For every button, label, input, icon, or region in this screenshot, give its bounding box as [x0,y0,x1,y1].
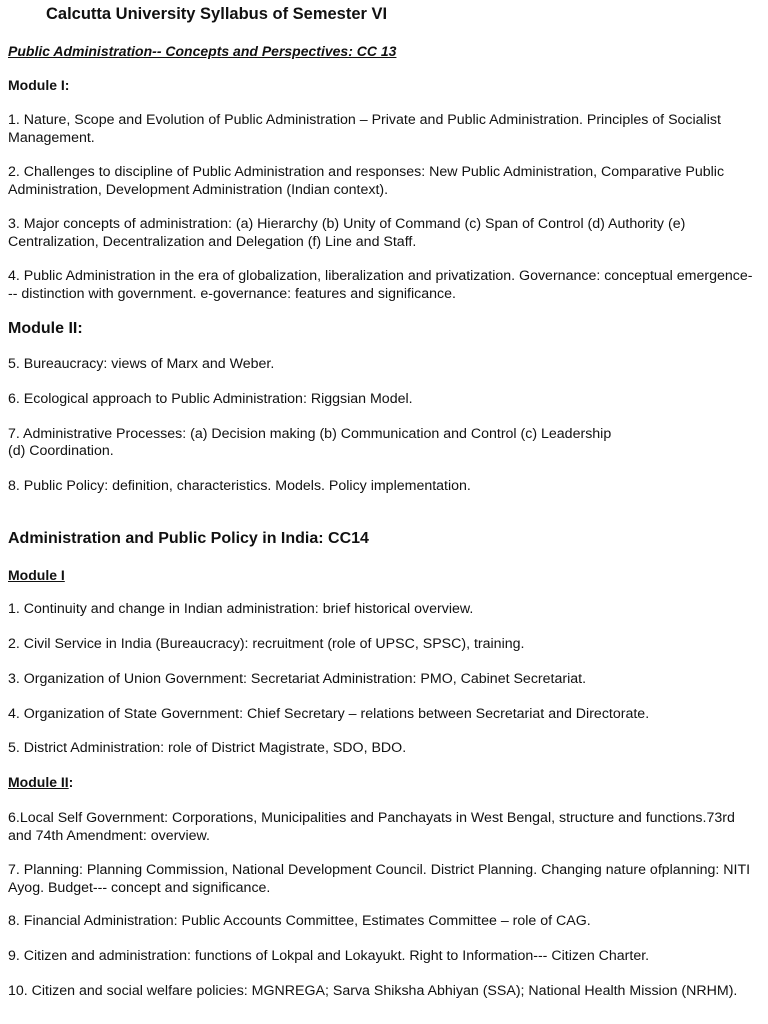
course-heading-cc13: Public Administration-- Concepts and Perspectives: CC 13 [8,43,397,59]
list-item: 1. Continuity and change in Indian administration: brief historical overview. [8,601,474,617]
list-item: 7. Planning: Planning Commission, National Development Council. District Planning. Changing nature ofplanning: NITI Ayog. Budget--- concept and significance. [8,862,751,896]
list-item: 4. Organization of State Government: Chief Secretary – relations between Secretariat and Directorate. [8,706,650,722]
module-heading-cc14-module-2 [8,774,73,790]
course-heading-cc14: Administration and Public Policy in India: CC14 [8,530,369,547]
module-heading-suffix: : [68,774,74,790]
list-item: 1. Nature, Scope and Evolution of Public Administration – Private and Public Administration. Principles of Socialist Management. [8,112,721,146]
list-item: 3. Organization of Union Government: Secretariat Administration: PMO, Cabinet Secretariat. [8,671,587,687]
list-item: 4. Public Administration in the era of globalization, liberalization and privatization. Governance: conceptual emergence--- distinction with government. e-governance: features and significance. [8,268,753,302]
list-item: 6. Ecological approach to Public Administration: Riggsian Model. [8,391,413,407]
list-item: 8. Financial Administration: Public Accounts Committee, Estimates Committee – role of CAG. [8,913,591,929]
list-item: 2. Challenges to discipline of Public Administration and responses: New Public Administration, Comparative Public Administration, Development Administration (Indian context). [8,164,725,198]
page-title: Calcutta University Syllabus of Semester VI [46,5,388,23]
list-item: 9. Citizen and administration: functions of Lokpal and Lokayukt. Right to Information--- Citizen Charter. [8,948,650,964]
list-item: 2. Civil Service in India (Bureaucracy): recruitment (role of UPSC, SPSC), training. [8,636,525,652]
list-item: 7. Administrative Processes: (a) Decision making (b) Communication and Control (c) Leadership [8,426,612,442]
module-heading-cc13-module-2: Module II: [8,320,83,337]
list-item: 5. Bureaucracy: views of Marx and Weber. [8,356,275,372]
list-item: (d) Coordination. [8,443,114,459]
list-item: 8. Public Policy: definition, characteristics. Models. Policy implementation. [8,478,471,494]
module-heading-cc13-module-1: Module I: [8,77,70,93]
module-heading-cc14-module-1: Module I [8,567,65,583]
list-item: 5. District Administration: role of District Magistrate, SDO, BDO. [8,740,407,756]
list-item: 3. Major concepts of administration: (a) Hierarchy (b) Unity of Command (c) Span of Control (d) Authority (e) Centralization, Decentralization and Delegation (f) Line and Staff. [8,216,686,250]
module-heading-label: Module II [8,774,69,790]
list-item: 6.Local Self Government: Corporations, Municipalities and Panchayats in West Bengal, structure and functions.73rd and 74th Amendment: overview. [8,810,735,844]
list-item: 10. Citizen and social welfare policies: MGNREGA; Sarva Shiksha Abhiyan (SSA); National Health Mission (NRHM). [8,983,738,999]
